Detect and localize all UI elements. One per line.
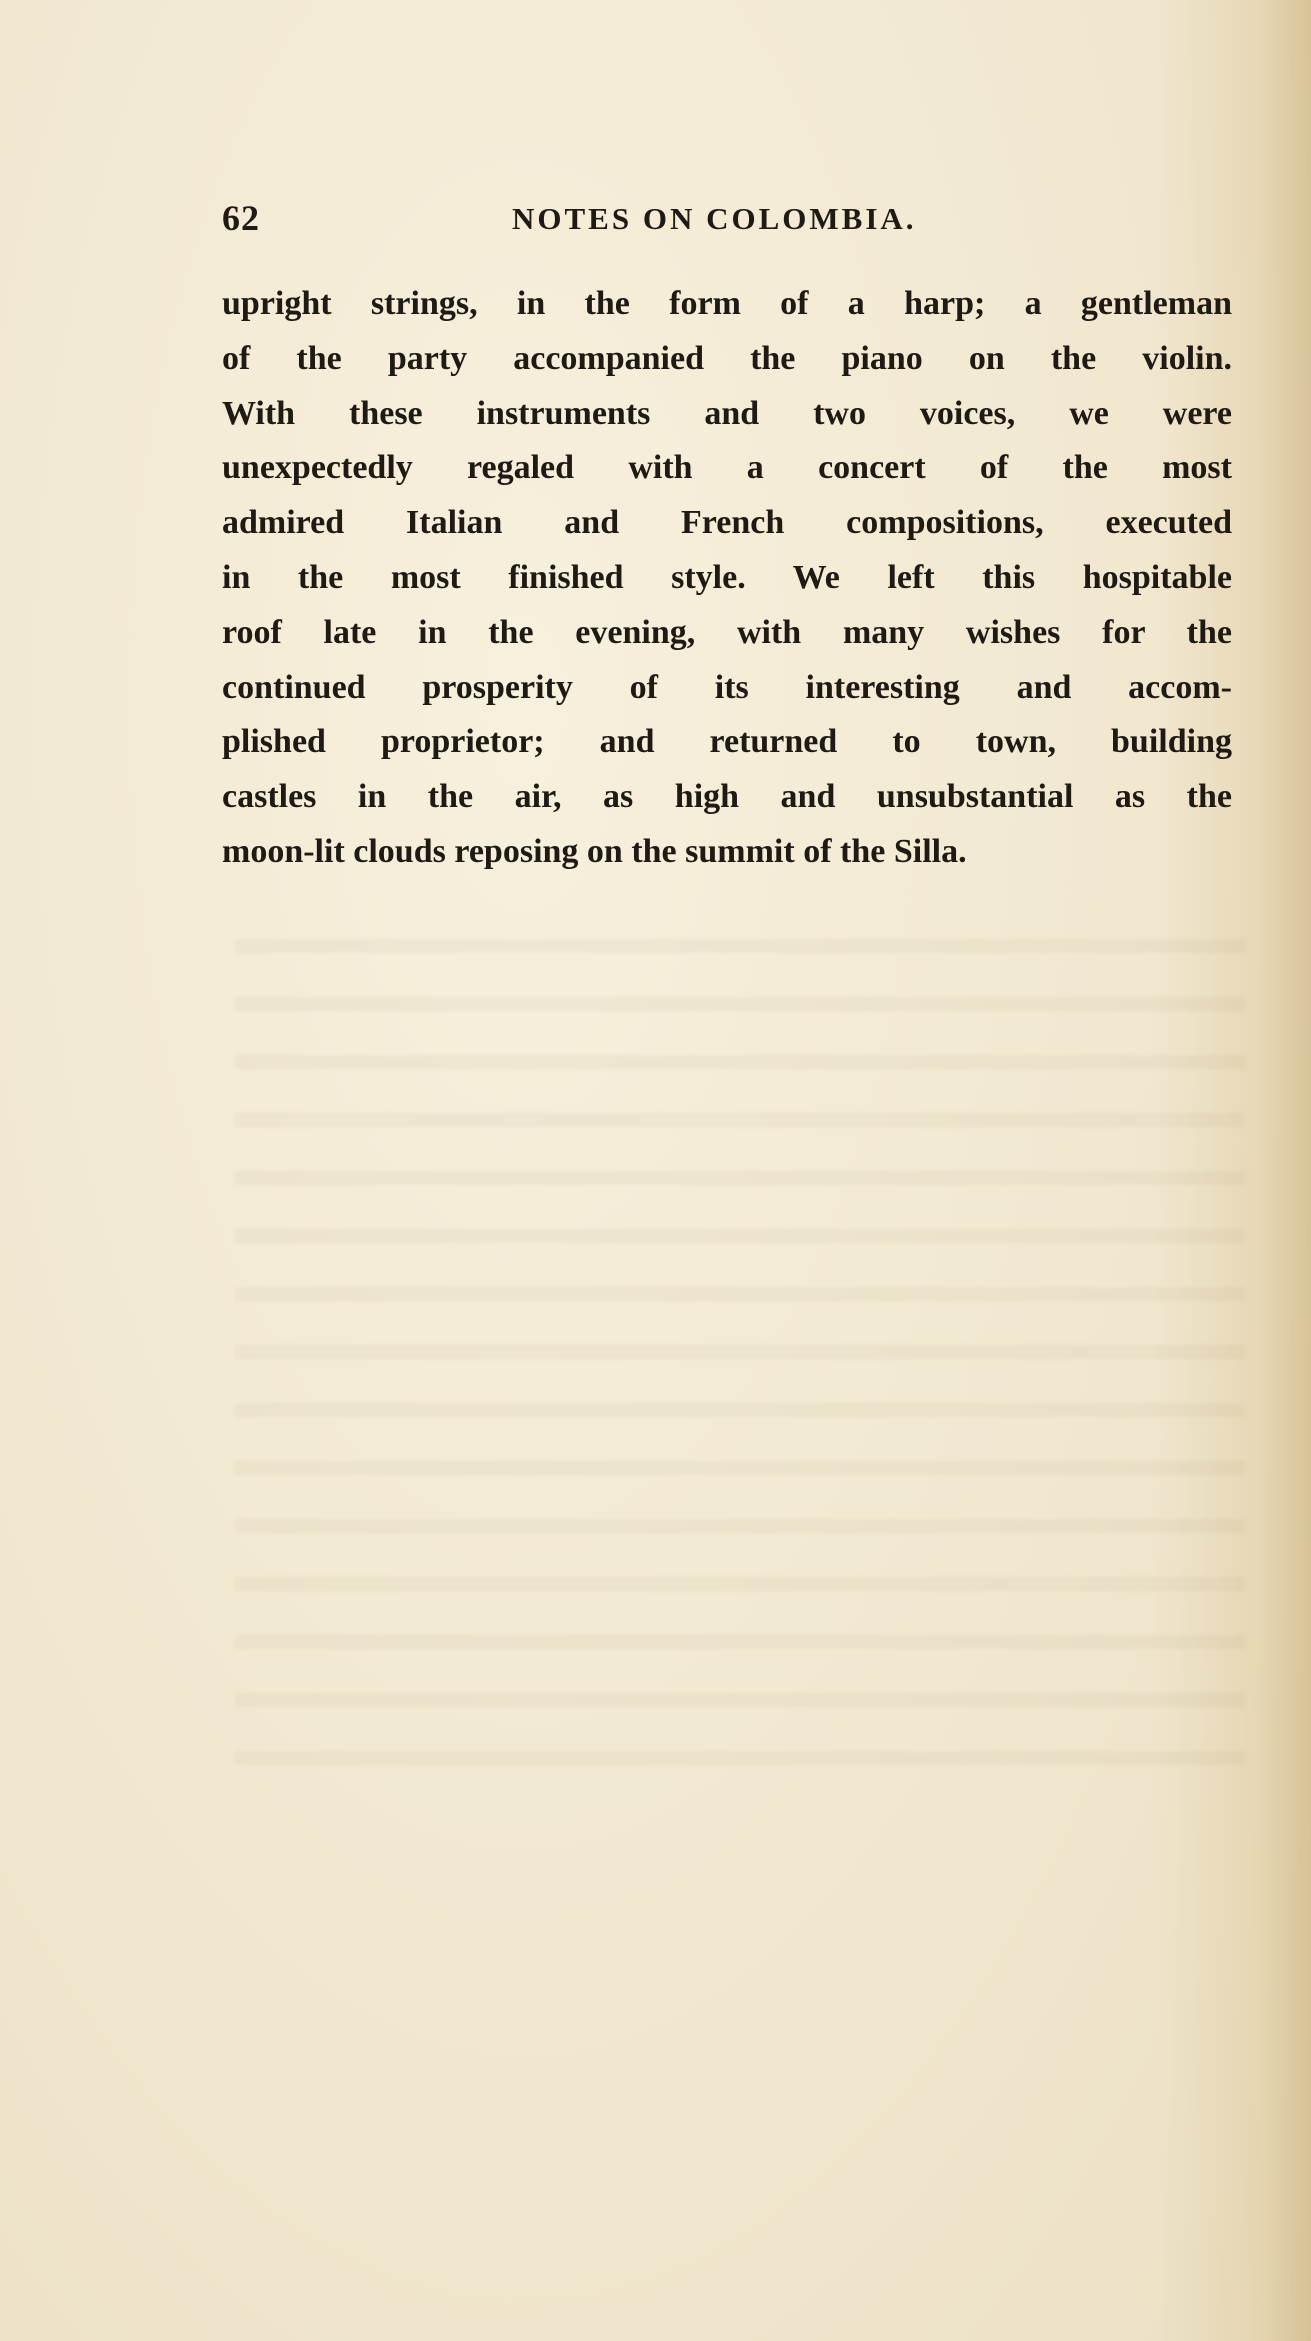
text-line: admired Italian and French compositions, executed — [222, 504, 1232, 542]
text-line: upright strings, in the form of a harp; a gentleman — [222, 285, 1232, 322]
text-line: in the most finished style. We left this hospitable — [222, 558, 1232, 596]
text-line: of the party accompanied the piano on the violin. — [222, 339, 1232, 377]
text-line: castles in the air, as high and unsubstantial as the — [222, 778, 1232, 816]
show-through-texture — [235, 900, 1245, 1800]
text-line: With these instruments and two voices, we were — [222, 394, 1232, 432]
text-line: roof late in the evening, with many wishes for the — [222, 613, 1232, 651]
body-paragraph — [222, 277, 1232, 880]
running-head — [222, 197, 1232, 245]
text-line: plished proprietor; and returned to town, building — [222, 723, 1232, 761]
text-line: unexpectedly regaled with a concert of the most — [222, 449, 1232, 487]
text-line: moon-lit clouds reposing on the summit of the Silla. — [222, 832, 967, 870]
page-number: 62 — [222, 198, 260, 238]
text-line: continued prosperity of its interesting and accom- — [222, 668, 1232, 706]
running-title: NOTES ON COLOMBIA. — [512, 201, 917, 236]
